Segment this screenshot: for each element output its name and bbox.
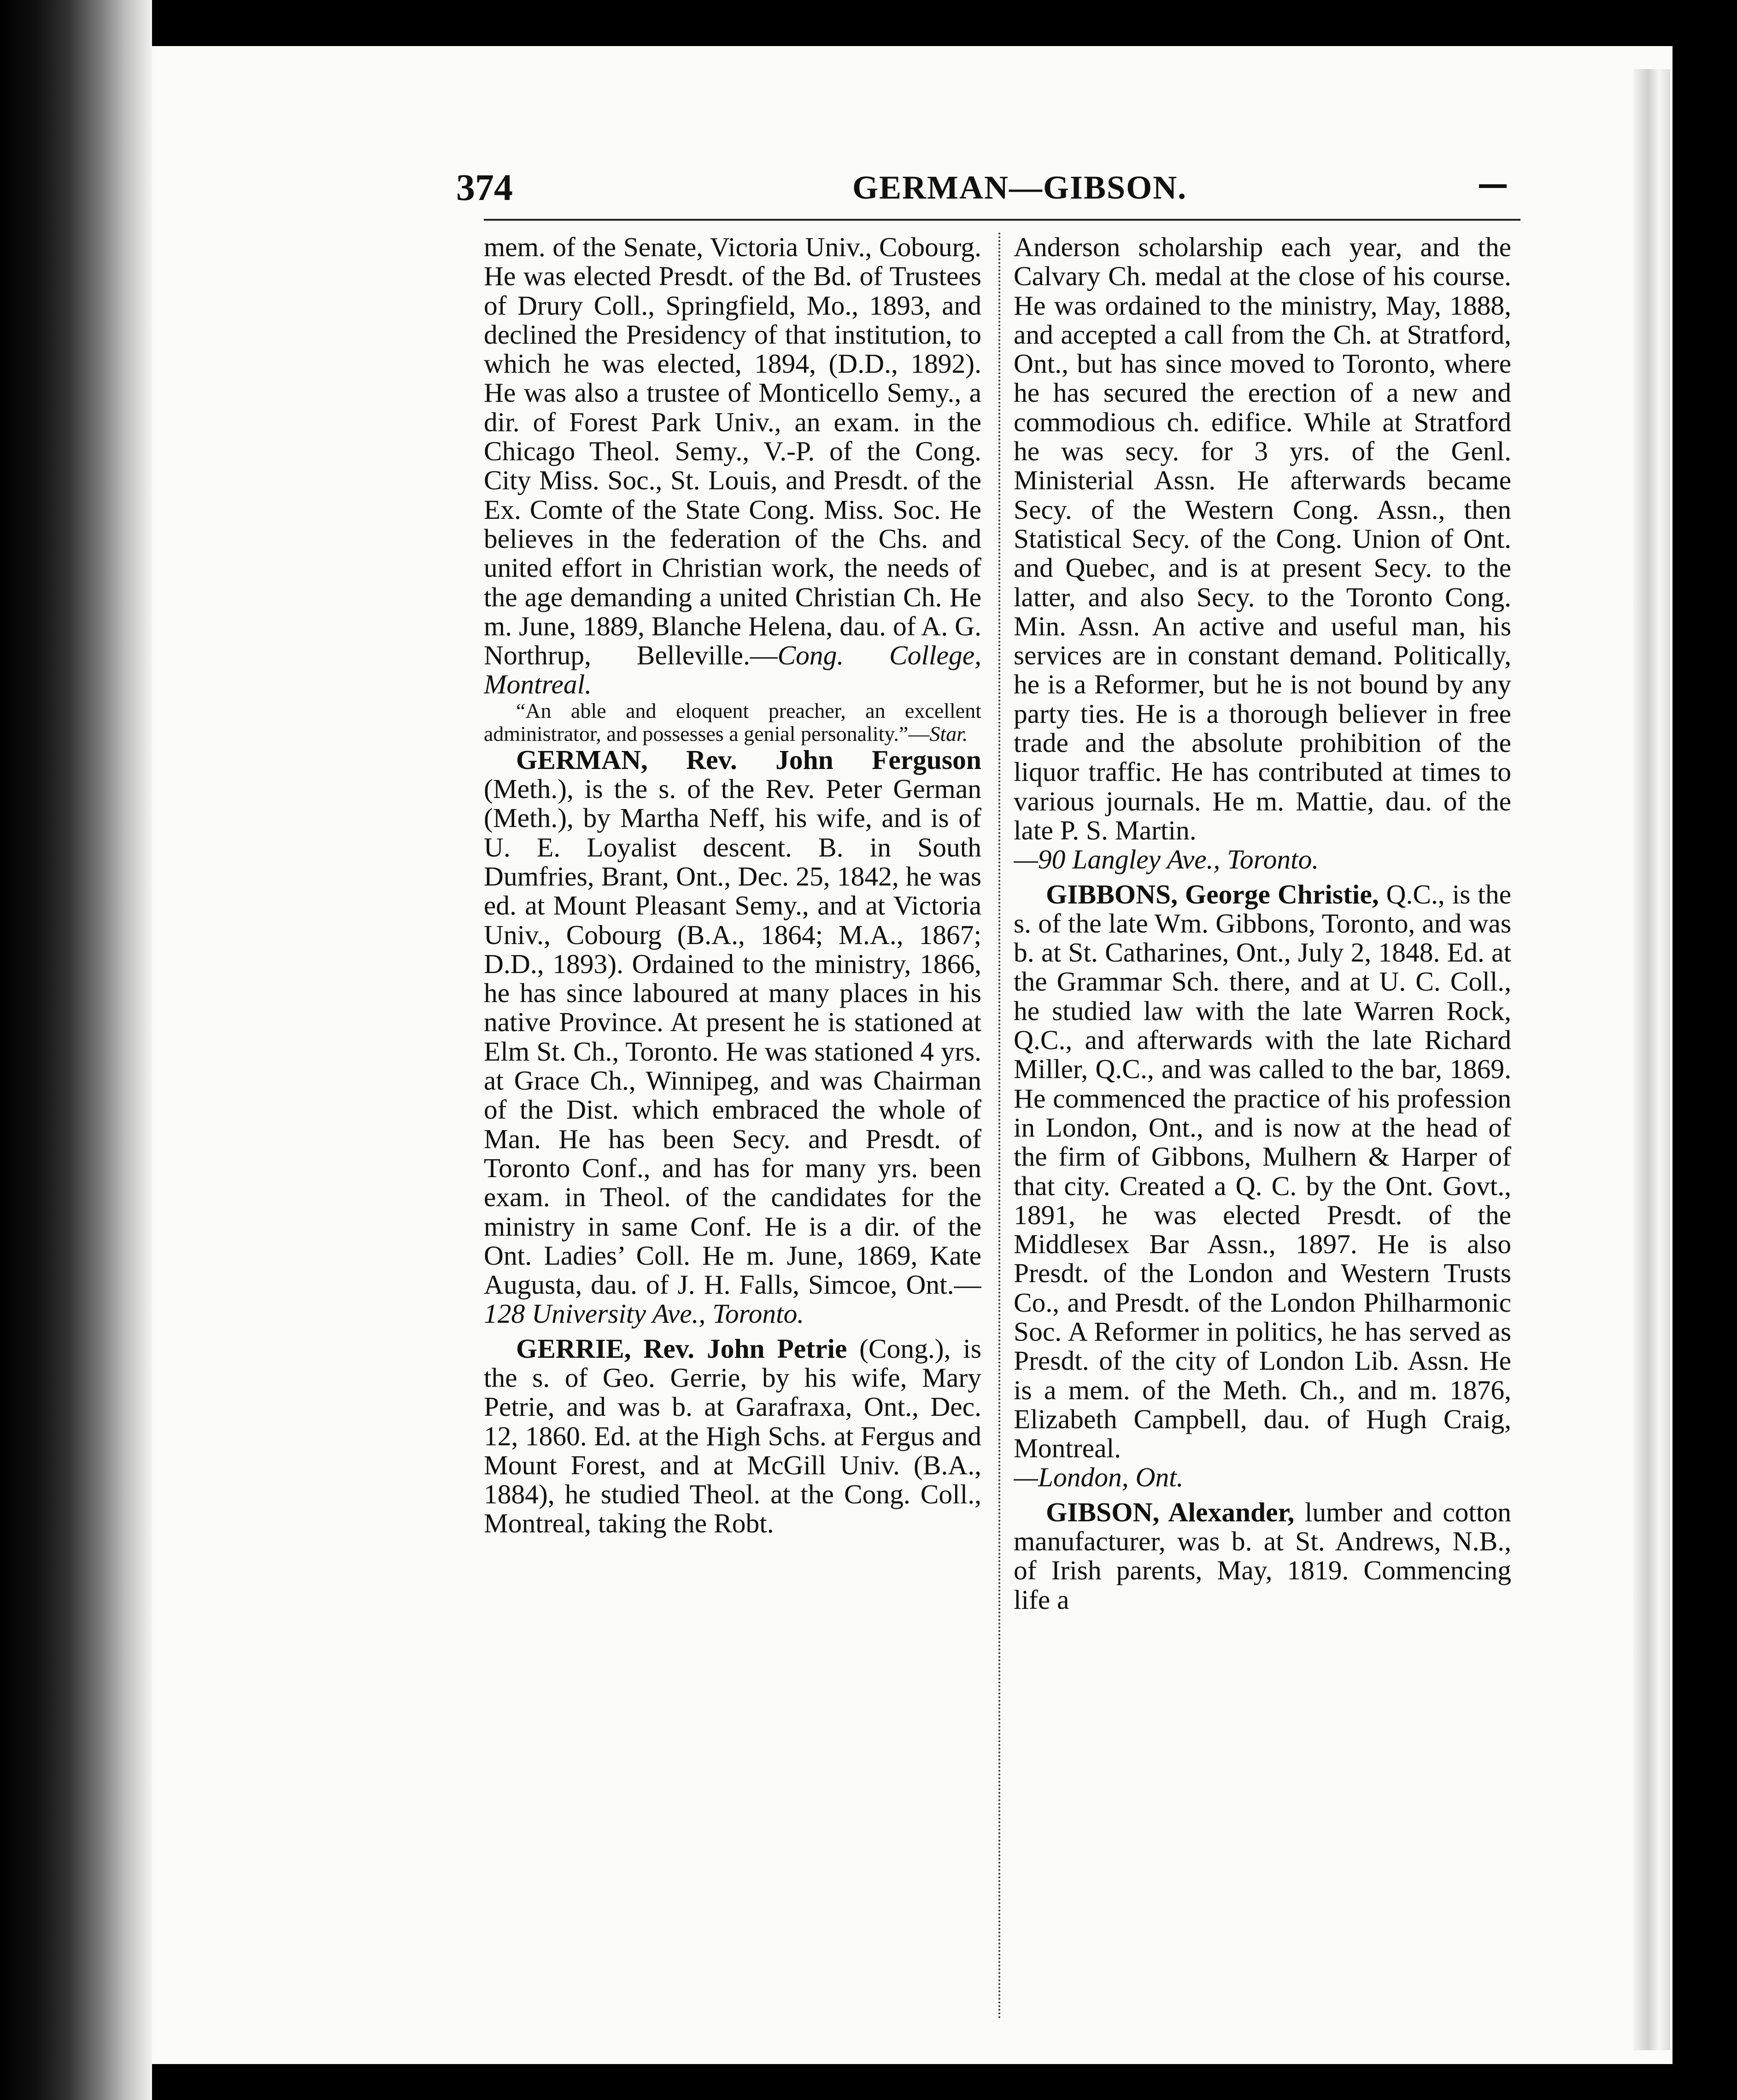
entry-name: GIBSON, Alexander,: [1046, 1496, 1295, 1527]
entry-text: mem. of the Senate, Victoria Univ., Cobourg. He was elected Presdt. of the Bd. of Trustees of Drury Coll., Springfield, Mo., 1893, and declined the Presidency of that institution, to which he was elected, 1894, (D.D., 1892). He was also a trustee of Monticello Semy., a dir. of Forest Park Univ., an exam. in the Chicago Theol. Semy., V.-P. of the Cong. City Miss. Soc., St. Louis, and Presdt. of the Ex. Comte of the State Cong. Miss. Soc. He believes in the federation of the Chs. and united effort in Christian work, the needs of the age demanding a united Christian Ch. He m. June, 1889, Blanche Helena, dau. of A. G. Northrup, Belleville.—: [484, 233, 981, 671]
page-number: 374: [456, 166, 513, 208]
right-column: [1014, 233, 1511, 2025]
continued-entry: [484, 233, 981, 699]
entry-gerrie: [484, 1334, 981, 1538]
entry-gibbons: [1014, 880, 1511, 1492]
entry-gerrie-continued: [1014, 233, 1511, 874]
press-quote: [484, 699, 981, 745]
entry-address: —90 Langley Ave., Toronto.: [1014, 844, 1319, 875]
entry-text: lumber and cotton manufacturer, was b. at St. Andrews, N.B., of Irish parents, May, 1819. Commencing life a: [1014, 1496, 1511, 1615]
left-column: [484, 233, 981, 2025]
page-edge: [1633, 69, 1670, 2050]
entry-name: GIBBONS, George Christie,: [1046, 879, 1379, 909]
header-dash: [1479, 184, 1507, 188]
entry-text: (Cong.), is the s. of Geo. Gerrie, by his wife, Mary Petrie, and was b. at Garafraxa, Ont., Dec. 12, 1860. Ed. at the High Schs. at Fergus and Mount Forest, and at McGill Univ. (B.A., 1884), he studied Theol. at the Cong. Coll., Montreal, taking the Robt.: [484, 1333, 981, 1539]
page-header: [456, 166, 1511, 221]
column-divider: [998, 233, 1000, 2020]
entry-name: GERMAN, Rev. John Ferguson: [516, 744, 981, 775]
entry-address: 128 University Ave., Toronto.: [484, 1298, 804, 1329]
entry-address: Cong. College, Montreal.: [484, 640, 981, 700]
page-gutter-shadow: [0, 0, 152, 2100]
quote-text: “An able and eloquent preacher, an excellent administrator, and possesses a genial personality.”—: [484, 698, 981, 745]
header-rule: [484, 219, 1520, 221]
entry-german: [484, 745, 981, 1329]
entry-text: (Meth.), is the s. of the Rev. Peter German (Meth.), by Martha Neff, his wife, and is of U. E. Loyalist descent. B. in South Dumfries, Brant, Ont., Dec. 25, 1842, he was ed. at Mount Pleasant Semy., and at Victoria Univ., Cobourg (B.A., 1864; M.A., 1867; D.D., 1893). Ordained to the ministry, 1866, he has since laboured at many places in his native Province. At present he is stationed at Elm St. Ch., Toronto. He was stationed 4 yrs. at Grace Ch., Winnipeg, and was Chairman of the Dist. which embraced the whole of Man. He has been Secy. and Presdt. of Toronto Conf., and has for many yrs. been exam. in Theol. of the candidates for the ministry in same Conf. He is a dir. of the Ont. Ladies’ Coll. He m. June, 1869, Kate Augusta, dau. of J. H. Falls, Simcoe, Ont.—: [484, 774, 981, 1300]
entry-gibson: [1014, 1498, 1511, 1614]
entry-address: —London, Ont.: [1014, 1462, 1184, 1493]
entry-name: GERRIE, Rev. John Petrie: [516, 1333, 847, 1364]
entry-text: Q.C., is the s. of the late Wm. Gibbons, Toronto, and was b. at St. Catharines, Ont., July 2, 1848. Ed. at the Grammar Sch. there, and at U. C. Coll., he studied law with the late Warren Rock, Q.C., and afterwards with the late Richard Miller, Q.C., and was called to the bar, 1869. He commenced the practice of his profession in London, Ont., and is now at the head of the firm of Gibbons, Mulhern & Harper of that city. Created a Q. C. by the Ont. Govt., 1891, he was elected Presdt. of the Middlesex Bar Assn., 1897. He is also Presdt. of the London and Western Trusts Co., and Presdt. of the London Philharmonic Soc. A Reformer in politics, he has served as Presdt. of the city of London Lib. Assn. He is a mem. of the Meth. Ch., and m. 1876, Elizabeth Campbell, dau. of Hugh Craig, Montreal.: [1014, 879, 1511, 1464]
entry-text: Anderson scholarship each year, and the Calvary Ch. medal at the close of his course. He was ordained to the ministry, May, 1888, and accepted a call from the Ch. at Stratford, Ont., but has since moved to Toronto, where he has secured the erection of a new and commodious ch. edifice. While at Stratford he was secy. for 3 yrs. of the Genl. Ministerial Assn. He afterwards became Secy. of the Western Cong. Assn., then Statistical Secy. of the Cong. Union of Ont. and Quebec, and is at present Secy. to the latter, and also Secy. to the Toronto Cong. Min. Assn. An active and useful man, his services are in constant demand. Politically, he is a Reformer, but he is not bound by any party ties. He is a thorough believer in free trade and the absolute prohibition of the liquor traffic. He has contributed at times to various journals. He m. Mattie, dau. of the late P. S. Martin.: [1014, 233, 1511, 845]
quote-source: Star.: [929, 722, 968, 745]
running-head: GERMAN—GIBSON.: [852, 169, 1187, 206]
